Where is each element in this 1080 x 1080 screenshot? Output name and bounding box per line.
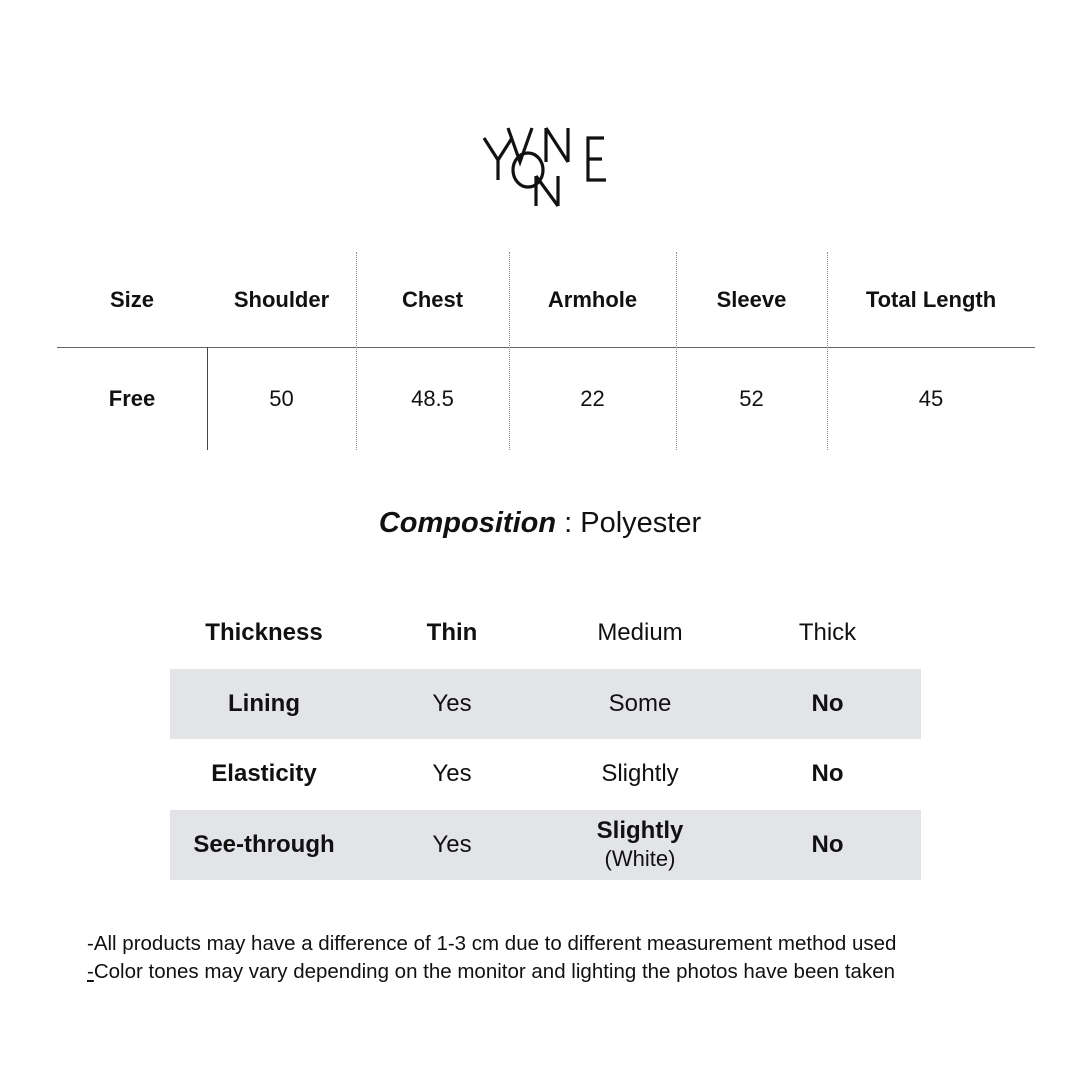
row-label: Lining <box>228 689 300 717</box>
row-label: Thickness <box>205 619 323 647</box>
table-cell: No <box>811 760 844 788</box>
table-cell: Thick <box>798 619 857 647</box>
shoulder-column <box>207 252 356 450</box>
row-label: See-through <box>193 830 335 858</box>
brand-logo <box>480 122 614 210</box>
table-cell: 52 <box>739 386 764 411</box>
table-row-elasticity <box>170 739 921 810</box>
table-cell: Medium <box>597 619 683 647</box>
cell-value: Slightly <box>596 816 684 844</box>
table-row-see-through <box>170 810 921 881</box>
table-cell: 48.5 <box>411 386 454 411</box>
note-line: -All products may have a difference of 1-3 cm due to different measurement method used <box>87 932 897 955</box>
column-header: Shoulder <box>233 287 330 312</box>
fabric-properties-table <box>170 598 921 880</box>
column-header: Size <box>109 287 155 312</box>
size-column <box>57 252 207 450</box>
table-cell: Yes <box>432 760 472 788</box>
column-header: Total Length <box>865 287 997 312</box>
size-table <box>57 252 1035 450</box>
composition-line <box>0 505 1080 541</box>
composition-separator: : <box>556 507 581 539</box>
table-cell: Free <box>108 386 156 411</box>
table-cell <box>546 810 734 881</box>
row-label: Elasticity <box>211 760 317 788</box>
column-header: Sleeve <box>716 287 787 312</box>
disclaimer-notes <box>87 930 1047 986</box>
sleeve-column <box>676 252 827 450</box>
note-dash: - <box>87 960 94 983</box>
composition-label: Composition <box>378 507 557 539</box>
composition-value: Polyester <box>580 507 702 539</box>
table-cell: 45 <box>918 386 944 411</box>
table-cell: 50 <box>269 386 294 411</box>
note-text: Color tones may vary depending on the monitor and lighting the photos have been taken <box>93 960 895 983</box>
table-cell: 22 <box>580 386 605 411</box>
chest-column <box>356 252 509 450</box>
yvonne-logo-icon <box>480 122 614 210</box>
table-cell: Some <box>608 689 672 717</box>
table-cell: Yes <box>432 689 472 717</box>
table-cell: No <box>811 830 844 858</box>
table-row-lining <box>170 669 921 740</box>
table-cell: Slightly <box>601 760 679 788</box>
table-cell: Thin <box>426 619 478 647</box>
column-header: Armhole <box>547 287 638 312</box>
column-header: Chest <box>401 287 464 312</box>
total-length-column <box>827 252 1035 450</box>
note-line <box>87 958 1047 986</box>
table-cell: No <box>811 689 844 717</box>
armhole-column <box>509 252 676 450</box>
cell-note: (White) <box>604 845 676 871</box>
table-cell: Yes <box>432 830 472 858</box>
table-row-thickness <box>170 598 921 669</box>
